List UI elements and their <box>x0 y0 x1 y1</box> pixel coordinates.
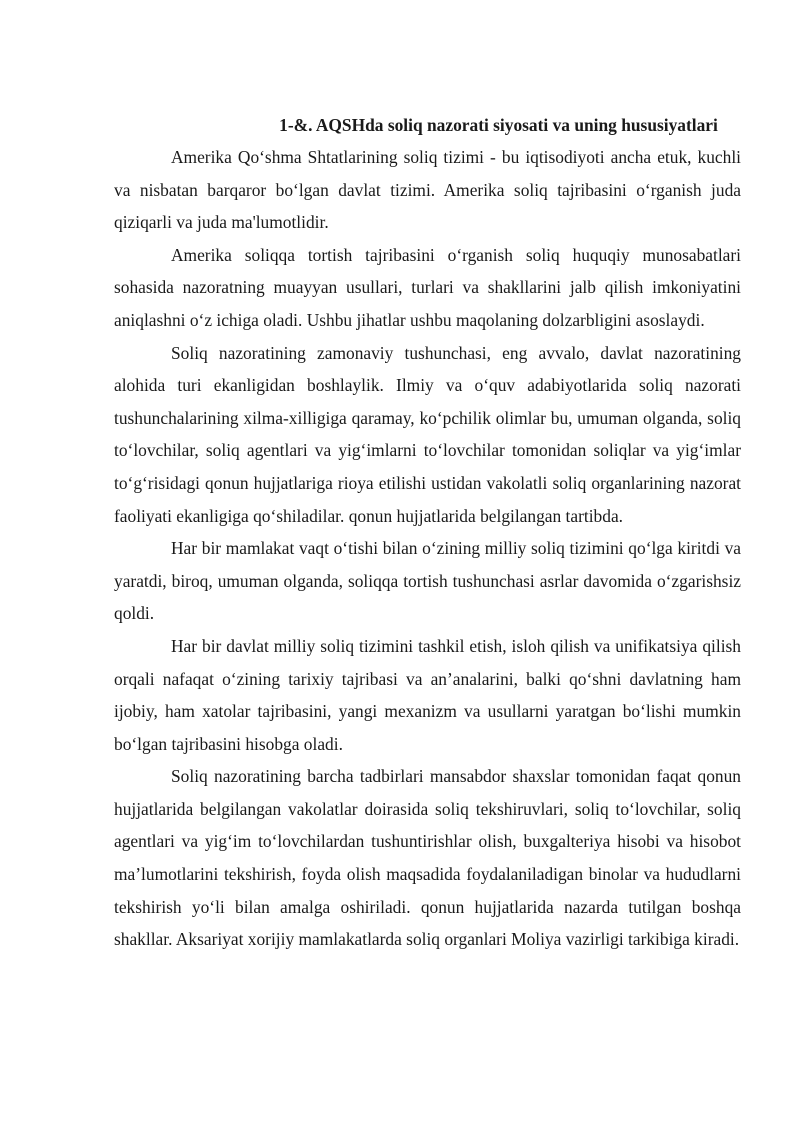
document-title <box>114 110 741 140</box>
paragraph-6: Soliq nazoratining barcha tadbirlari mansabdor shaxslar tomonidan faqat qonun hujjatlarida belgilangan vakolatlar doirasida soliq tekshiruvlari, soliq to‘lovchilar, soliq agentlari va yig‘im to‘lovchilardan tushuntirishlar olish, buxgalteriya hisobi va hisobot ma’lumotlarini tekshirish, foyda olish maqsadida foydalaniladigan binolar va hududlarni tekshirish yo‘li bilan amalga oshiriladi. qonun hujjatlarida nazarda tutilgan boshqa shakllar. Aksariyat xorijiy mamlakatlarda soliq organlari Moliya vazirligi tarkibiga kiradi. <box>114 766 741 950</box>
document-title-text: 1-&. AQSHda soliq nazorati siyosati va uning hususiyatlari <box>279 115 718 135</box>
paragraph-3: Soliq nazoratining zamonaviy tushunchasi, eng avvalo, davlat nazoratining alohida turi ekanligidan boshlaylik. Ilmiy va o‘quv adabiyotlarida soliq nazorati tushunchalarining xilma-xilligiga qaramay, ko‘pchilik olimlar bu, umuman olganda, soliq to‘lovchilar, soliq agentlari va yig‘imlarni to‘lovchilar tomonidan soliqlar va yig‘imlar to‘g‘risidagi qonun hujjatlariga rioya etilishi ustidan vakolatli soliq organlarining nazorat faoliyati ekanligiga qo‘shiladilar. qonun hujjatlarida belgilangan tartibda. <box>114 342 741 526</box>
paragraph-2: Amerika soliqqa tortish tajribasini o‘rganish soliq huquqiy munosabatlari sohasida nazoratning muayyan usullari, turlari va shakllarini jalb qilish imkoniyatini aniqlashni o‘z ichiga oladi. Ushbu jihatlar ushbu maqolaning dolzarbligini asoslaydi. <box>114 244 741 330</box>
paragraph-1: Amerika Qo‘shma Shtatlarining soliq tizimi - bu iqtisodiyoti ancha etuk, kuchli va nisbatan barqaror bo‘lgan davlat tizimi. Amerika soliq tajribasini o‘rganish juda qiziqarli va juda ma'lumotlidir. <box>114 147 741 233</box>
paragraph-4: Har bir mamlakat vaqt o‘tishi bilan o‘zining milliy soliq tizimini qo‘lga kiritdi va yaratdi, biroq, umuman olganda, soliqqa tortish tushunchasi asrlar davomida o‘zgarishsiz qoldi. <box>114 538 741 624</box>
paragraph-5: Har bir davlat milliy soliq tizimini tashkil etish, isloh qilish va unifikatsiya qilish orqali nafaqat o‘zining tarixiy tajribasi va an’analarini, balki qo‘shni davlatning ham ijobiy, ham xatolar tajribasini, yangi mexanizm va usullarni yaratgan bo‘lishi mumkin bo‘lgan tajribasini hisobga oladi. <box>114 635 741 754</box>
document-body <box>114 110 741 956</box>
